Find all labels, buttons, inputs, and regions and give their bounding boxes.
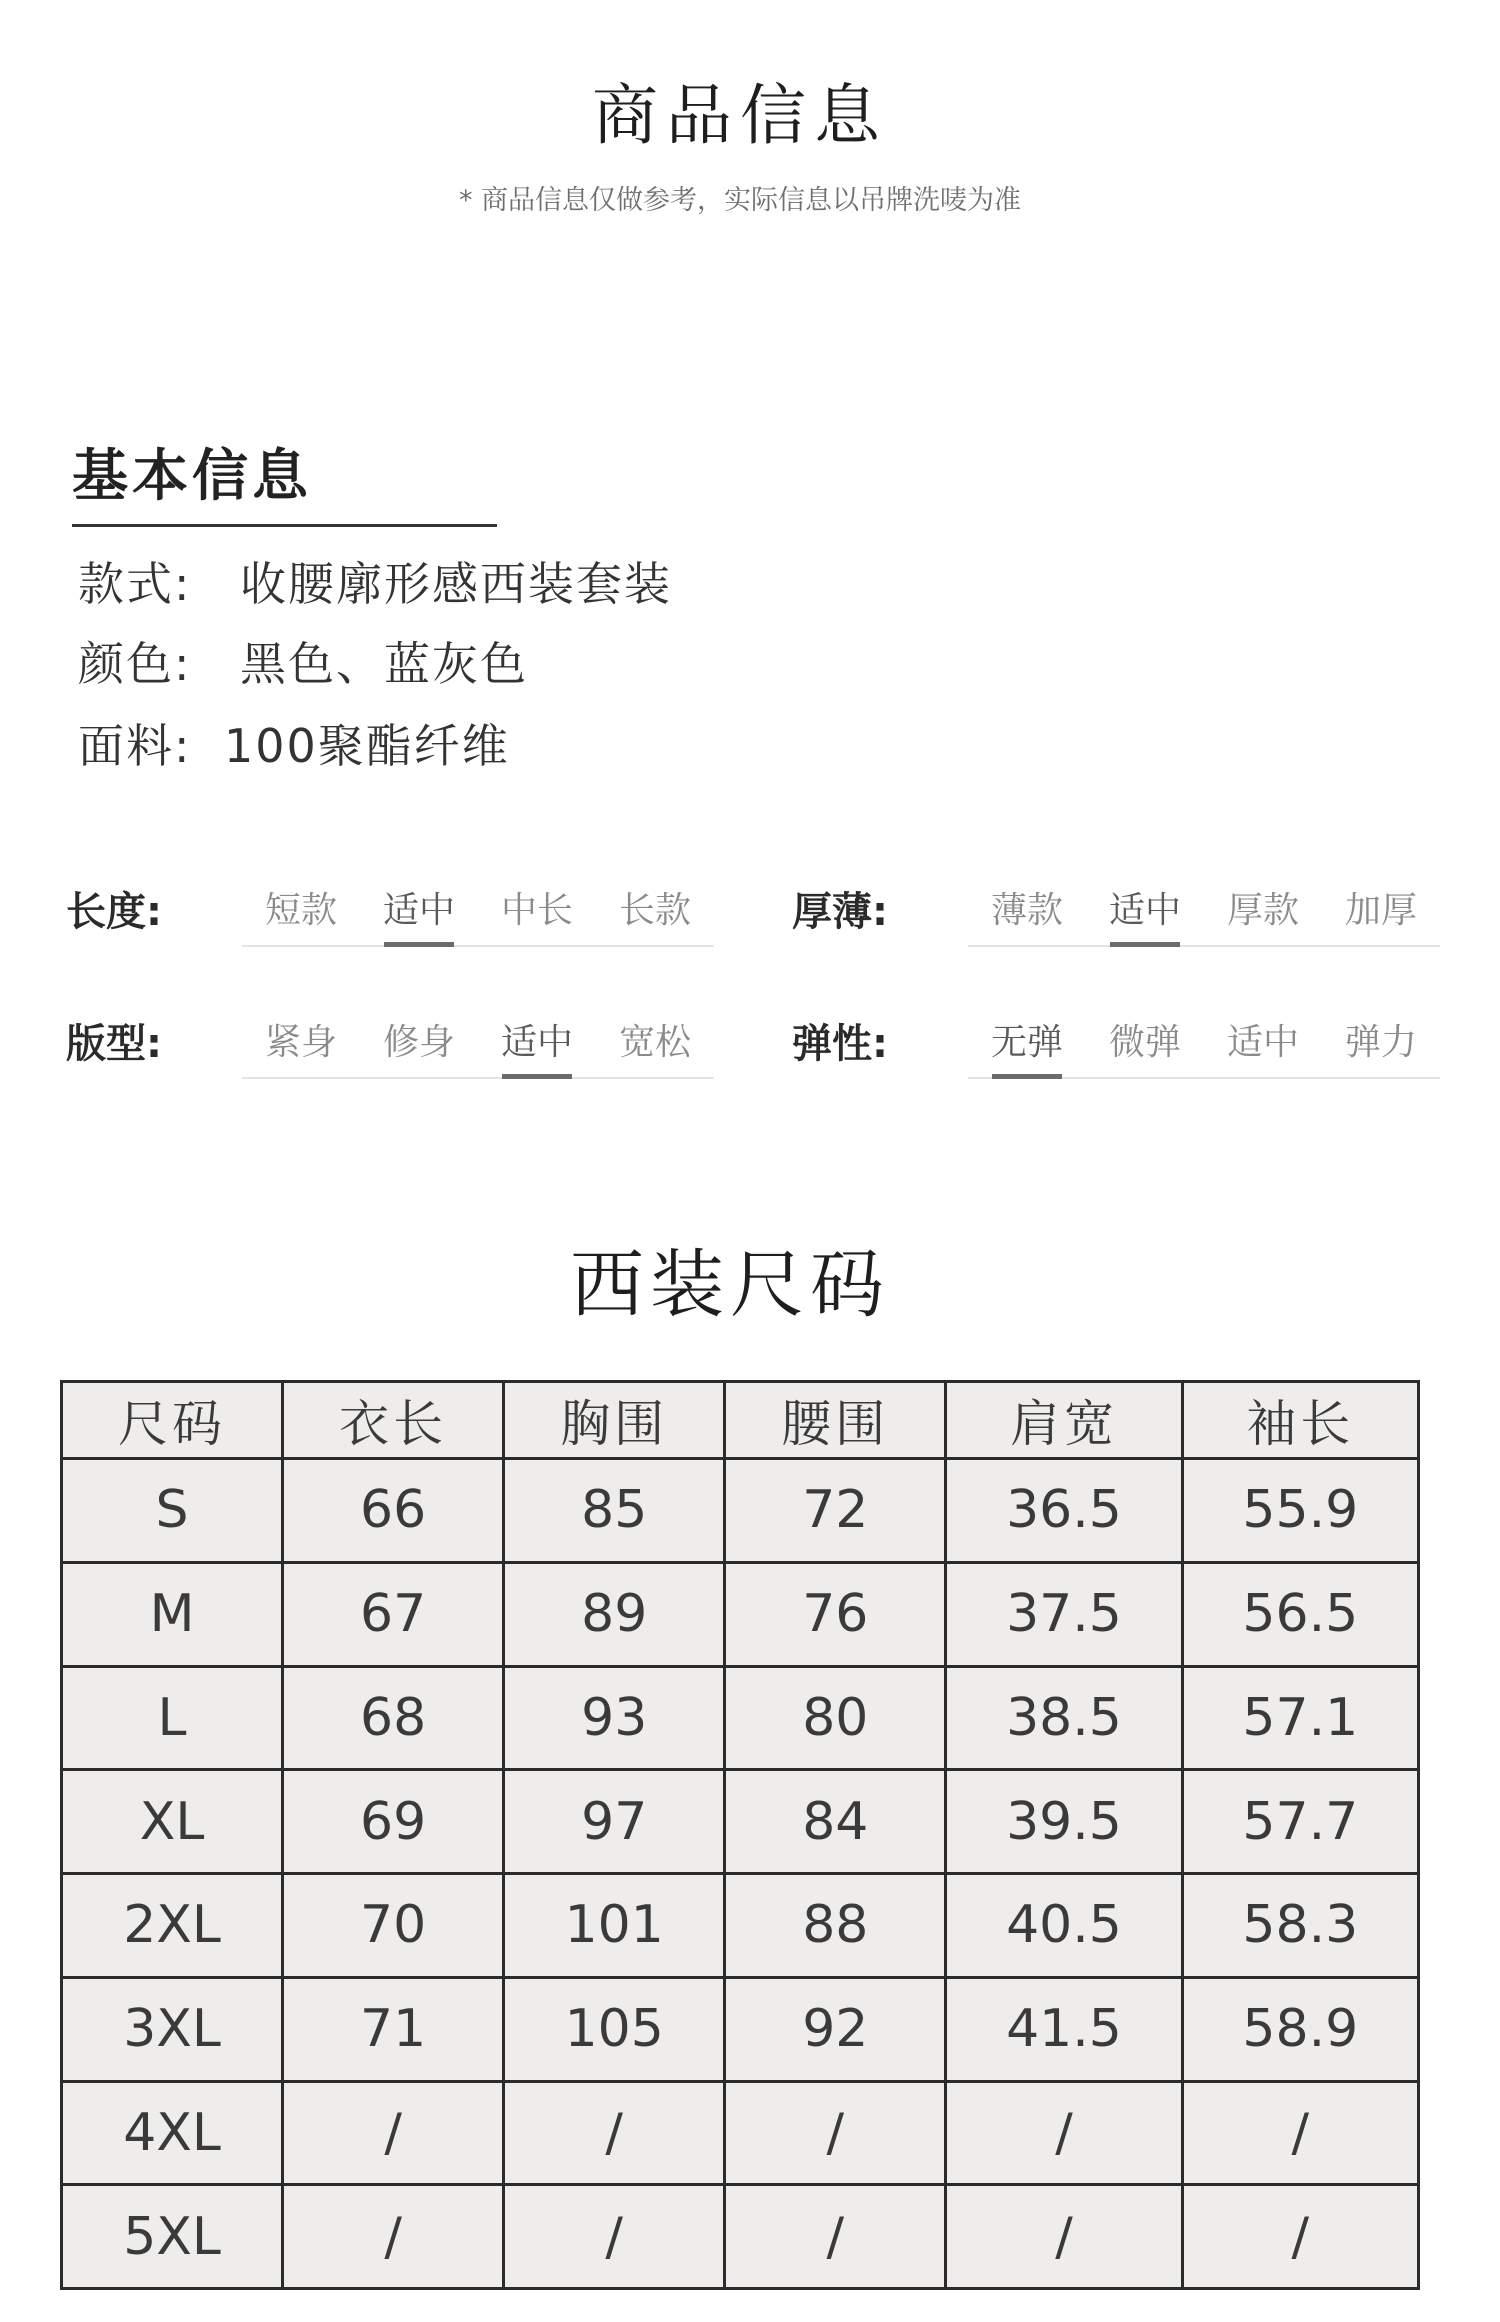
column-header: 胸围 [504,1382,725,1459]
size-label-cell: M [62,1562,283,1666]
size-chart-title: 西装尺码 [570,1242,890,1328]
size-label-cell: 2XL [62,1874,283,1978]
table-cell: 36.5 [946,1459,1182,1563]
attr-option: 中长 [500,890,573,931]
table-cell: 97 [504,1770,725,1874]
column-header: 尺码 [62,1382,283,1459]
attr-option: 微弹 [1108,1022,1181,1063]
table-row [62,1666,1419,1770]
table-cell: 58.9 [1182,1977,1418,2081]
attr-label-elasticity: 弹性: [792,1021,888,1067]
size-table-body [62,1459,1419,2289]
column-header: 衣长 [283,1382,504,1459]
table-row [62,1874,1419,1978]
attr-label-fit: 版型: [66,1021,162,1067]
table-cell: / [1182,2185,1418,2289]
size-label-cell: L [62,1666,283,1770]
table-cell: 55.9 [1182,1459,1418,1563]
table-cell: / [283,2081,504,2185]
attr-options-fit [242,1014,714,1079]
attr-option: 紧身 [264,1022,337,1063]
table-cell: / [946,2081,1182,2185]
info-value: 100聚酯纤维 [224,719,510,773]
table-row [62,2081,1419,2185]
page-title: 商品信息 [592,77,888,154]
info-key: 款式: [78,557,192,611]
attr-option: 宽松 [618,1022,691,1063]
table-cell: / [725,2081,946,2185]
size-table-header-row [62,1382,1419,1459]
attr-option: 加厚 [1344,890,1417,931]
table-row [62,1770,1419,1874]
table-cell: 80 [725,1666,946,1770]
attr-label-thickness: 厚薄: [792,889,888,935]
table-cell: 85 [504,1459,725,1563]
attr-option: 适中 [1086,882,1204,947]
table-cell: / [1182,2081,1418,2185]
info-value: 收腰廓形感西装套装 [240,557,672,611]
table-cell: 69 [283,1770,504,1874]
column-header: 袖长 [1182,1382,1418,1459]
table-cell: / [504,2081,725,2185]
table-cell: 71 [283,1977,504,2081]
size-label-cell: 3XL [62,1977,283,2081]
table-cell: 72 [725,1459,946,1563]
info-value: 黑色、蓝灰色 [240,637,528,691]
table-cell: 93 [504,1666,725,1770]
column-header: 肩宽 [946,1382,1182,1459]
attr-label-length: 长度: [66,889,162,935]
attr-option: 长款 [618,890,691,931]
table-cell: 105 [504,1977,725,2081]
disclaimer-note: * 商品信息仅做参考，实际信息以吊牌洗唛为准 [458,185,1022,216]
table-cell: 38.5 [946,1666,1182,1770]
table-cell: 101 [504,1874,725,1978]
attr-options-thickness [968,882,1440,947]
attr-options-elasticity [968,1014,1440,1079]
table-cell: / [725,2185,946,2289]
attr-option: 适中 [360,882,478,947]
size-label-cell: 4XL [62,2081,283,2185]
size-label-cell: S [62,1459,283,1563]
attr-option: 薄款 [990,890,1063,931]
table-row [62,1562,1419,1666]
table-cell: 89 [504,1562,725,1666]
table-cell: 76 [725,1562,946,1666]
info-row-style [78,548,672,614]
table-cell: 68 [283,1666,504,1770]
table-row [62,1977,1419,2081]
table-row [62,2185,1419,2289]
table-cell: 56.5 [1182,1562,1418,1666]
column-header: 腰围 [725,1382,946,1459]
table-cell: 57.7 [1182,1770,1418,1874]
info-key: 颜色: [78,637,192,691]
table-cell: / [504,2185,725,2289]
size-label-cell: XL [62,1770,283,1874]
table-cell: 67 [283,1562,504,1666]
info-key: 面料: [78,719,192,773]
size-label-cell: 5XL [62,2185,283,2289]
attr-option: 适中 [1226,1022,1299,1063]
table-cell: 40.5 [946,1874,1182,1978]
info-row-color [78,628,528,694]
basic-info-heading: 基本信息 [72,444,312,509]
table-cell: 70 [283,1874,504,1978]
attr-option: 厚款 [1226,890,1299,931]
info-row-fabric [78,710,510,776]
table-cell: 92 [725,1977,946,2081]
table-cell: 84 [725,1770,946,1874]
table-cell: 57.1 [1182,1666,1418,1770]
attr-option: 无弹 [968,1014,1086,1079]
table-cell: 88 [725,1874,946,1978]
attr-option: 修身 [382,1022,455,1063]
table-cell: 39.5 [946,1770,1182,1874]
table-cell: 37.5 [946,1562,1182,1666]
attr-option: 弹力 [1344,1022,1417,1063]
attr-options-length [242,882,714,947]
attr-option: 短款 [264,890,337,931]
table-cell: 66 [283,1459,504,1563]
table-cell: 58.3 [1182,1874,1418,1978]
table-cell: / [283,2185,504,2289]
attr-option: 适中 [478,1014,596,1079]
table-cell: / [946,2185,1182,2289]
size-table [60,1380,1420,2290]
table-cell: 41.5 [946,1977,1182,2081]
heading-underline [72,524,497,527]
table-row [62,1459,1419,1563]
